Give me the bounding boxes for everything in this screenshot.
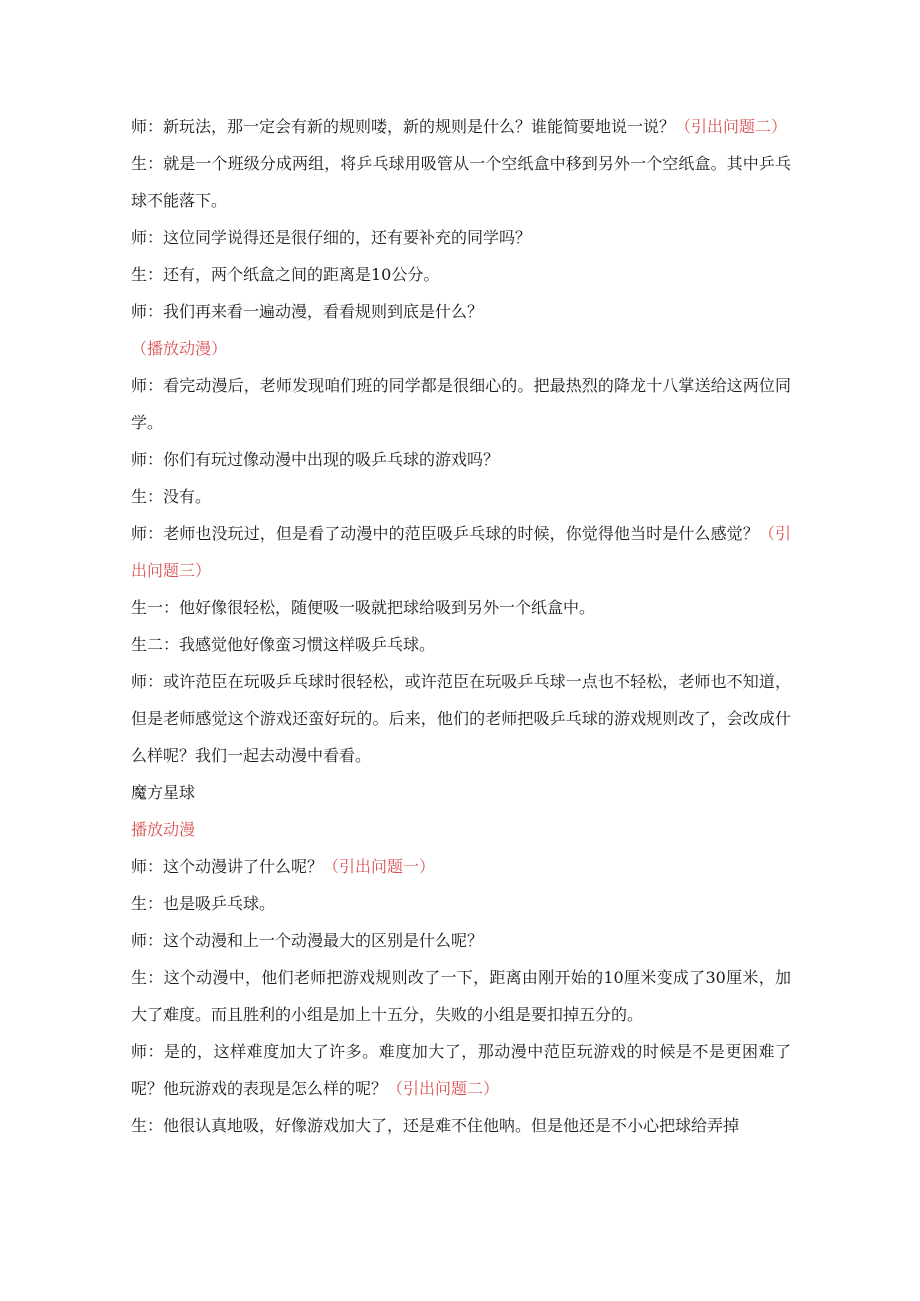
dialogue-line: 生：他很认真地吸，好像游戏加大了，还是难不住他呐。但是他还是不小心把球给弄掉 [131,1116,740,1135]
stage-direction [131,330,791,367]
dialogue-line: 生：没有。 [131,487,212,506]
dialogue-line: 师：我们再来看一遍动漫，看看规则到底是什么？ [131,302,484,321]
dialogue-line: 师：或许范臣在玩吸乒乓球时很轻松，或许范臣在玩吸乒乓球一点也不轻松，老师也不知道，但是老师感觉这个游戏还蛮好玩的。后来，他们的老师把吸乒乓球的游戏规则改了，会改成什么样呢？我们一起去动漫中看看。 [131,672,791,765]
dialogue-line: 生：也是吸乒乓球。 [131,894,276,913]
dialogue-line: 师：这个动漫和上一个动漫最大的区别是什么呢？ [131,931,484,950]
dialogue-line: 师：新玩法，那一定会有新的规则喽，新的规则是什么？谁能简要地说一说？（引出问题二） [131,117,788,136]
dialogue-line: 生：就是一个班级分成两组，将乒乓球用吸管从一个空纸盒中移到另外一个空纸盒。其中乒乓球不能落下。 [131,154,791,210]
dialogue-line: 生：还有，两个纸盒之间的距离是10公分。 [131,265,440,284]
stage-direction [131,811,791,848]
dialogue-line: 师：看完动漫后，老师发现咱们班的同学都是很细心的。把最热烈的降龙十八掌送给这两位同学。 [131,376,791,432]
teaching-note: （引出问题二） [675,117,788,136]
dialogue-line: 师：这位同学说得还是很仔细的，还有要补充的同学吗？ [131,228,532,247]
dialogue-line: 师：老师也没玩过，但是看了动漫中的范臣吸乒乓球的时候，你觉得他当时是什么感觉？（引出问题三） [131,524,791,580]
section-heading: 魔方星球 [131,783,196,802]
dialogue-line: 师：这个动漫讲了什么呢？（引出问题一） [131,857,436,876]
dialogue-line: 师：你们有玩过像动漫中出现的吸乒乓球的游戏吗？ [131,450,500,469]
teaching-note: （引出问题三） [131,524,791,580]
teaching-note: 播放动漫 [131,820,196,839]
teaching-note: （播放动漫） [131,339,228,358]
teaching-note: （引出问题一） [323,857,436,876]
document-body [131,108,791,1144]
dialogue-line: 生一：他好像很轻松，随便吸一吸就把球给吸到另外一个纸盒中。 [131,598,596,617]
dialogue-line: 师：是的，这样难度加大了许多。难度加大了，那动漫中范臣玩游戏的时候是不是更困难了呢？他玩游戏的表现是怎么样的呢？（引出问题二） [131,1042,791,1098]
dialogue-line: 生：这个动漫中，他们老师把游戏规则改了一下，距离由刚开始的10厘米变成了30厘米，加大了难度。而且胜利的小组是加上十五分，失败的小组是要扣掉五分的。 [131,968,791,1024]
teaching-note: （引出问题二） [387,1079,500,1098]
dialogue-line: 生二：我感觉他好像蛮习惯这样吸乒乓球。 [131,635,436,654]
